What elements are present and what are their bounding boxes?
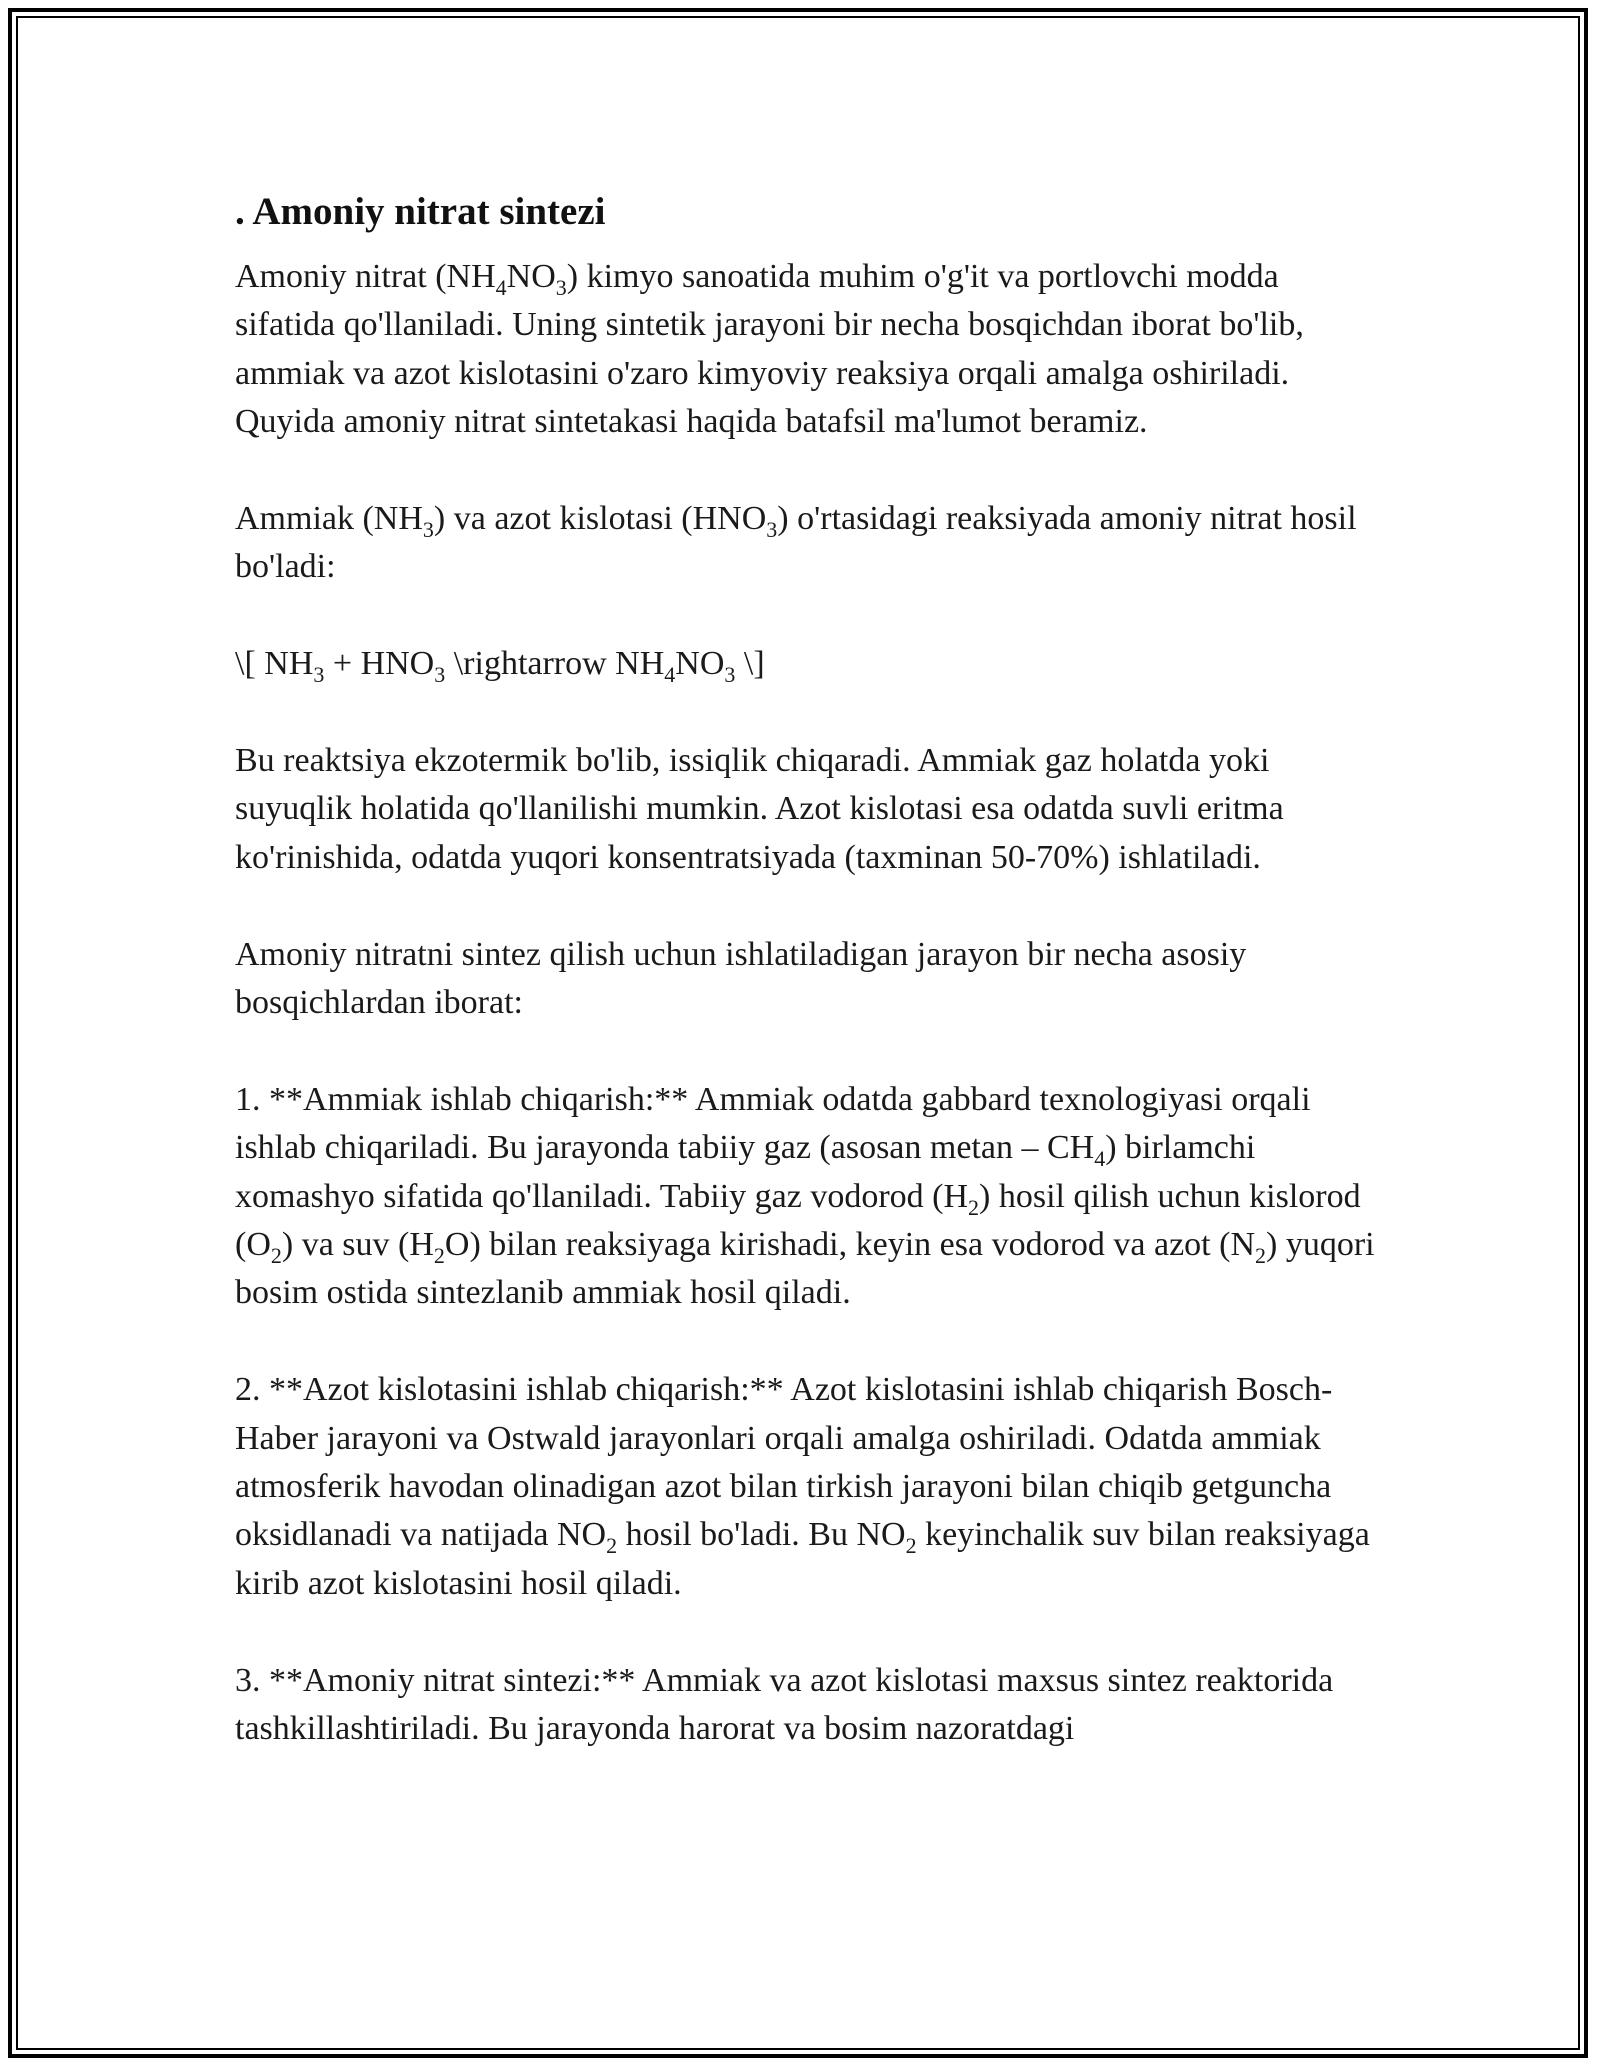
text-run: 2. **Azot kislotasini ishlab chiqarish:** Azot kislotasini ishlab chiqarish Bosch-Haber jarayoni va Ostwald jarayonlari orqali amalga oshiriladi. Odatda ammiak atmosferik havodan olinadigan azot bilan tirkish jarayoni bilan chiqib getguncha oksidlanadi va natijada NO [235, 1371, 1333, 1554]
intro-paragraph [235, 253, 1385, 447]
subscript: 3 [434, 662, 446, 688]
list-item-ammonia [235, 1076, 1385, 1318]
subscript: 3 [766, 517, 778, 543]
text-run: + HNO [324, 645, 435, 683]
list-item-synthesis: 3. **Amoniy nitrat sintezi:** Ammiak va azot kislotasi maxsus sintez reaktorida tashkillashtiriladi. Bu jarayonda harorat va bosim nazoratdagi [235, 1661, 1334, 1748]
subscript: 2 [270, 1243, 282, 1269]
text-run: hosil bo'ladi. Bu NO [617, 1516, 906, 1554]
subscript: 4 [1094, 1146, 1106, 1172]
text-run: 1. **Ammiak ishlab chiqarish:** Ammiak odatda gabbard texnologiyasi orqali ishlab chiqariladi. Bu jarayonda tabiiy gaz (asosan metan – CH [235, 1080, 1311, 1167]
reaction-intro-paragraph [235, 495, 1385, 592]
section-heading: . Amoniy nitrat sintezi [235, 190, 606, 233]
document-body [235, 185, 1385, 1802]
text-run: ) yuqori bosim ostida sintezlanib ammiak hosil qiladi. [235, 1226, 1375, 1312]
text-run: ) hosil qilish uchun kislorod (O [235, 1177, 1361, 1264]
subscript: 2 [433, 1243, 445, 1269]
process-intro-paragraph: Amoniy nitratni sintez qilish uchun ishlatiladigan jarayon bir necha asosiy bosqichlardan iborat: [235, 935, 1247, 1022]
text-run: Amoniy nitrat (NH [235, 258, 496, 295]
text-run: ) va azot kislotasi (HNO [433, 500, 767, 538]
subscript: 3 [422, 517, 434, 543]
text-run: NO [675, 645, 725, 683]
reaction-equation [235, 640, 1385, 688]
text-run: \] [735, 645, 765, 683]
text-run: \rightarrow NH [445, 645, 665, 683]
subscript: 3 [313, 662, 325, 688]
text-run: ) o'rtasidagi reaksiyada amoniy nitrat hosil bo'ladi: [235, 500, 1357, 586]
subscript: 4 [495, 275, 507, 300]
text-run: ) va suv (H [281, 1226, 434, 1264]
text-run: \[ NH [235, 645, 314, 683]
subscript: 3 [555, 275, 567, 300]
text-run: keyinchalik suv bilan reaksiyaga kirib azot kislotasini hosil qiladi. [235, 1516, 1370, 1602]
subscript: 2 [1255, 1243, 1266, 1269]
text-run: O) bilan reaksiyaga kirishadi, keyin esa vodorod va azot (N [444, 1226, 1255, 1264]
text-run: ) kimyo sanoatida muhim o'g'it va portlovchi modda sifatida qo'llaniladi. Uning sintetik jarayoni bir necha bosqichdan iborat bo'lib, ammiak va azot kislotasini o'zaro kimyoviy reaksiya orqali amalga oshiriladi. Quyida amoniy nitrat sintetakasi haqida batafsil ma'lumot beramiz. [235, 258, 1304, 441]
text-run: NO [506, 258, 556, 295]
text-run: Ammiak (NH [235, 500, 423, 538]
list-item-nitric-acid [235, 1366, 1385, 1608]
subscript: 2 [905, 1533, 917, 1559]
subscript: 2 [968, 1194, 980, 1220]
subscript: 2 [606, 1533, 618, 1559]
subscript: 3 [724, 662, 736, 688]
subscript: 4 [664, 662, 676, 688]
text-run: ) birlamchi xomashyo sifatida qo'llaniladi. Tabiiy gaz vodorod (H [235, 1129, 1256, 1215]
exothermic-paragraph: Bu reaktsiya ekzotermik bo'lib, issiqlik chiqaradi. Ammiak gaz holatda yoki suyuqlik holatida qo'llanilishi mumkin. Azot kislotasi esa odatda suvli eritma ko'rinishida, odatda yuqori konsentratsiyada (taxminan 50-70%) ishlatiladi. [235, 742, 1284, 876]
